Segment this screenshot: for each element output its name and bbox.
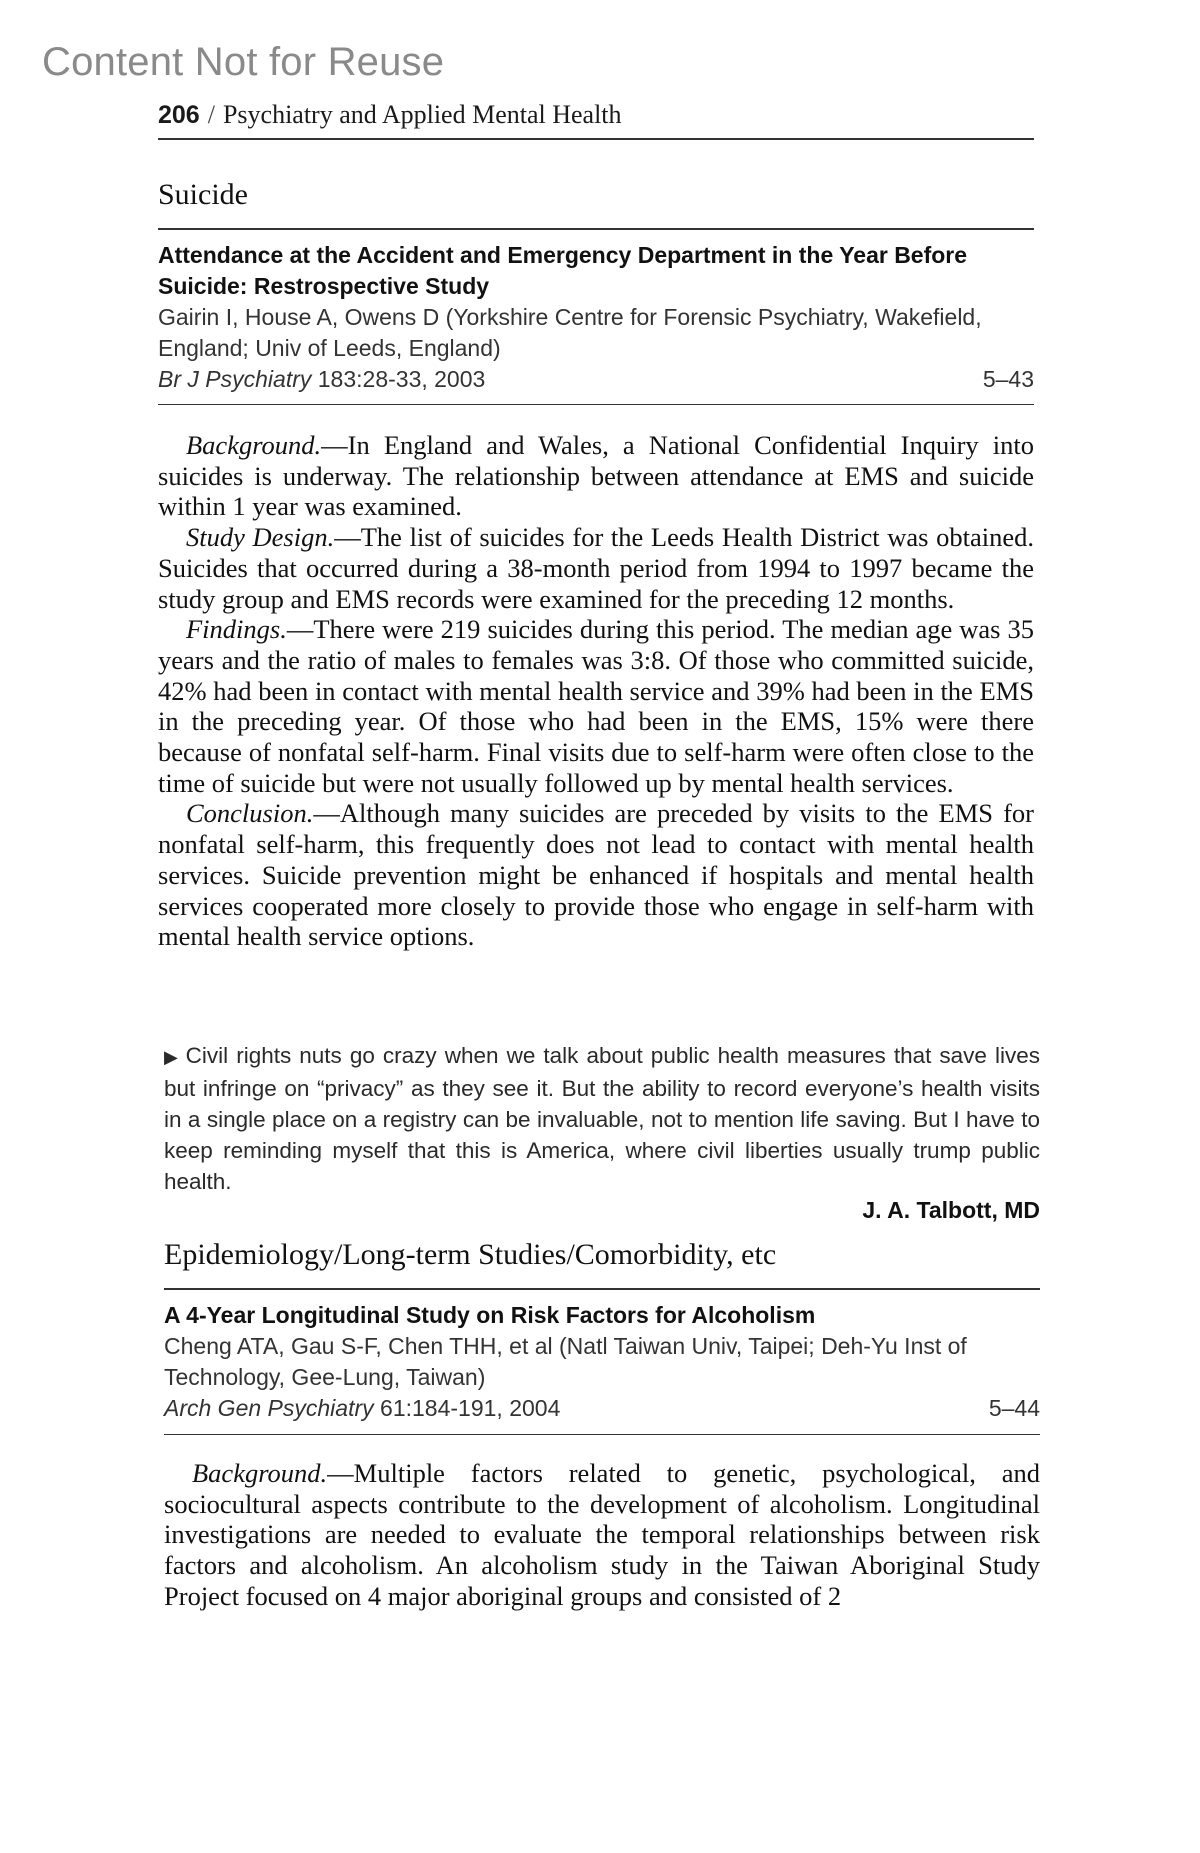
paragraph-text: —The list of suicides for the Leeds Health District was obtained. Suicides that occurred during a 38-month period from 1994 to 1997 became the study group and EMS records were examined for the preceding 12 months. xyxy=(158,522,1035,614)
abstract-paragraph xyxy=(158,798,1034,952)
book-title: Psychiatry and Applied Mental Health xyxy=(222,100,622,129)
comment-text: Civil rights nuts go crazy when we talk about public health measures that save lives but infringe on “privacy” as they see it. But the ability to record everyone’s health visits in a single place on a registry can be invaluable, not to mention life saving. But I have to keep reminding myself that this is America, where civil liberties usually trump public health. xyxy=(164,1043,1041,1194)
journal-citation: 61:184-191, 2004 xyxy=(380,1395,561,1421)
article-authors: Cheng ATA, Gau S-F, Chen THH, et al (Natl Taiwan Univ, Taipei; Deh-Yu Inst of Technology, Gee-Lung, Taiwan) xyxy=(164,1333,967,1390)
article-citation-5-43 xyxy=(158,240,1034,395)
article-abstract xyxy=(164,1458,1040,1612)
section-title-suicide: Suicide xyxy=(158,178,248,211)
paragraph-lead: Background. xyxy=(192,1458,328,1488)
watermark-text: Content Not for Reuse xyxy=(42,40,445,84)
section-rule xyxy=(158,228,1034,230)
article-authors: Gairin I, House A, Owens D (Yorkshire Centre for Forensic Psychiatry, Wakefield, England; Univ of Leeds, England) xyxy=(158,304,982,361)
abstract-paragraph xyxy=(164,1458,1040,1612)
page-number: 206 xyxy=(158,101,200,129)
paragraph-lead: Background. xyxy=(186,430,322,460)
paragraph-text: —Multiple factors related to genetic, psychological, and sociocultural aspects contribute to the development of alcoholism. Longitudinal investigations are needed to evaluate the temporal relationships between risk factors and alcoholism. An alcoholism study in the Taiwan Aboriginal Study Project focused on 4 major aboriginal groups and consisted of 2 xyxy=(164,1458,1040,1611)
paragraph-text: —In England and Wales, a National Confidential Inquiry into suicides is underway. The relationship between attendance at EMS and suicide within 1 year was examined. xyxy=(158,430,1034,522)
abstract-number: 5–44 xyxy=(988,1395,1040,1421)
paragraph-lead: Conclusion. xyxy=(186,798,314,829)
section-title-epidemiology: Epidemiology/Long-term Studies/Comorbidity, etc xyxy=(164,1238,777,1271)
abstract-paragraph xyxy=(158,614,1034,798)
section-rule xyxy=(164,1288,1040,1290)
paragraph-lead: Study Design. xyxy=(186,522,335,553)
journal-citation: 183:28-33, 2003 xyxy=(317,366,486,392)
citation-rule xyxy=(158,404,1034,405)
paragraph-lead: Findings. xyxy=(186,614,287,645)
article-title: A 4-Year Longitudinal Study on Risk Factors for Alcoholism xyxy=(164,1302,816,1328)
triangle-marker-icon: ▶ xyxy=(164,1047,180,1067)
article-source-line xyxy=(158,364,1034,395)
editor-comment xyxy=(164,1040,1040,1197)
citation-rule xyxy=(164,1434,1040,1435)
article-source-line xyxy=(164,1393,1040,1424)
article-title: Attendance at the Accident and Emergency Department in the Year Before Suicide: Restrospective Study xyxy=(158,242,968,299)
article-citation-5-44 xyxy=(164,1300,1040,1424)
abstract-paragraph xyxy=(158,430,1034,522)
paragraph-text: —Although many suicides are preceded by visits to the EMS for nonfatal self-harm, this frequently does not lead to contact with mental health services. Suicide prevention might be enhanced if hospitals and mental health services cooperated more closely to provide those who engage in self-harm with mental health service options. xyxy=(158,798,1034,952)
paragraph-text: —There were 219 suicides during this period. The median age was 35 years and the ratio of males to females was 3:8. Of those who committed suicide, 42% had been in contact with mental health service and 39% had been in the EMS in the preceding year. Of those who had been in the EMS, 15% were there because of nonfatal self-harm. Final visits due to self-harm were often close to the time of suicide but were not usually followed up by mental health services. xyxy=(158,614,1034,798)
abstract-paragraph xyxy=(158,522,1034,614)
article-abstract xyxy=(158,430,1034,952)
abstract-number: 5–43 xyxy=(982,366,1034,392)
running-head xyxy=(158,100,1034,140)
comment-signature: J. A. Talbott, MD xyxy=(862,1197,1040,1223)
journal-name: Arch Gen Psychiatry xyxy=(164,1395,374,1421)
journal-name: Br J Psychiatry xyxy=(158,366,312,392)
running-head-separator: / xyxy=(207,100,215,129)
